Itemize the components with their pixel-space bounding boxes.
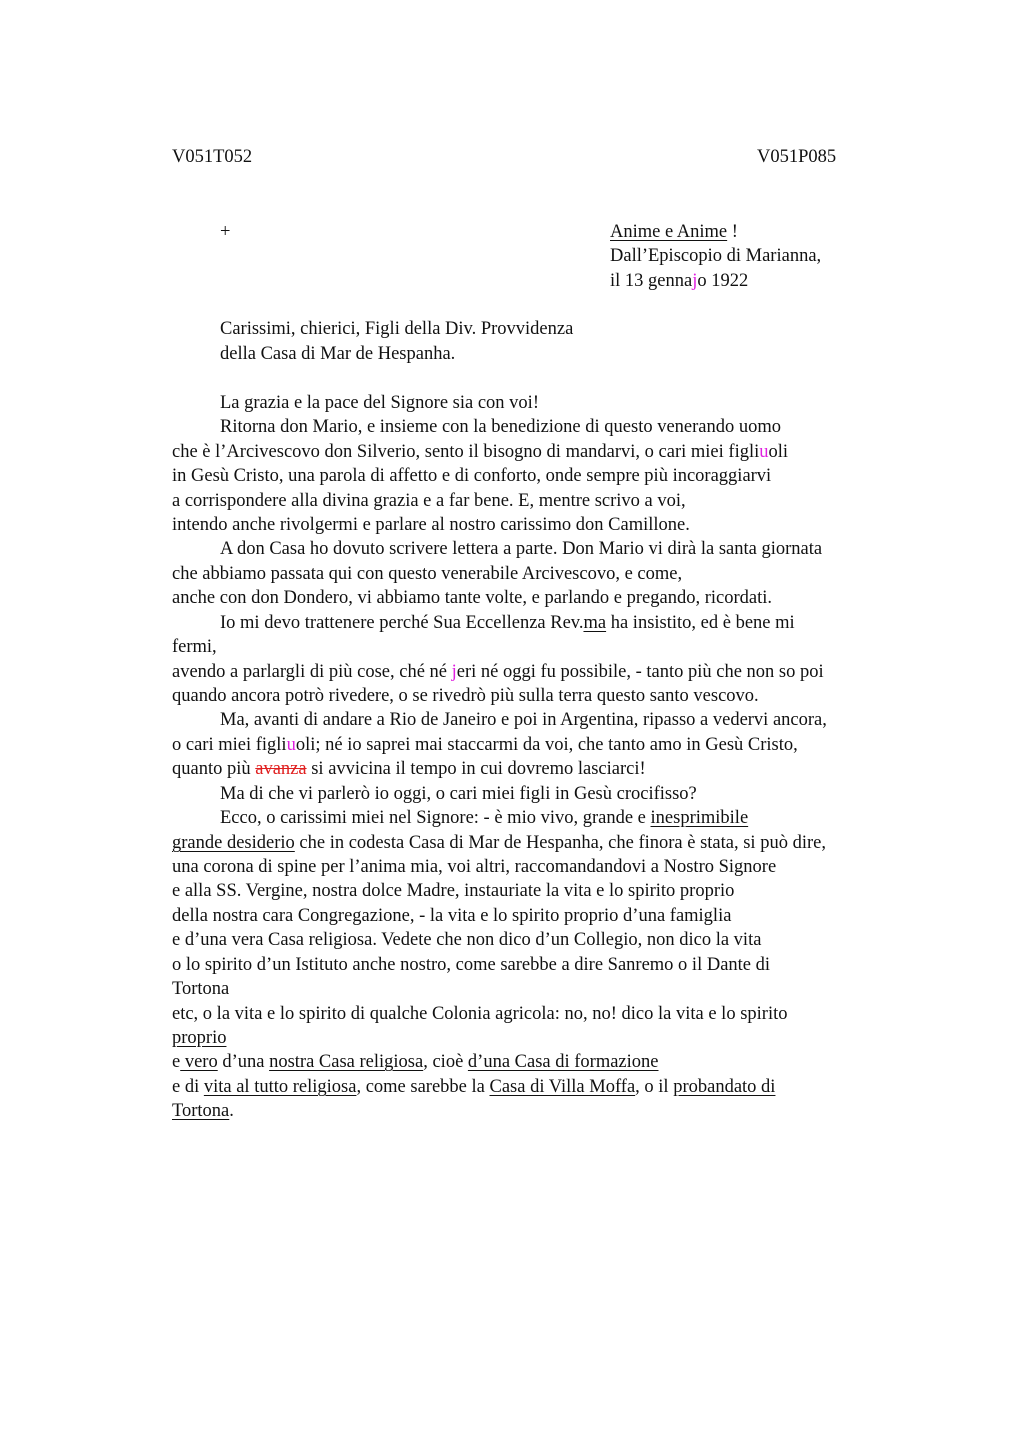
text-line	[172, 1053, 659, 1072]
date-part: il 13 genna	[610, 271, 693, 291]
underlined-text: ma	[583, 613, 607, 633]
text-line	[172, 1078, 775, 1097]
underlined-text: proprio	[172, 1028, 227, 1048]
text-run: Io mi devo trattenere perché Sua Eccellenza Rev.	[220, 613, 584, 633]
underlined-text: grande desiderio	[172, 833, 295, 853]
salutation-line: Carissimi, chierici, Figli della Div. Provvidenza	[220, 319, 574, 339]
underlined-text: Casa di Villa Moffa	[489, 1077, 636, 1097]
text-run: e	[172, 1052, 181, 1072]
text-line: Ritorna don Mario, e insieme con la benedizione di questo venerando uomo	[220, 417, 782, 437]
text-line	[172, 1102, 234, 1121]
text-line	[172, 736, 798, 755]
date-line	[610, 272, 748, 291]
text-line: quando ancora potrò rivedere, o se rivedrò più sulla terra questo santo vescovo.	[172, 686, 759, 706]
place-line: Dall’Episcopio di Marianna,	[610, 246, 822, 266]
text-line: etc, o la vita e lo spirito di qualche Colonia agricola: no, no! dico la vita e lo spirito	[172, 1004, 788, 1024]
text-line: Tortona	[172, 979, 230, 999]
text-run: , o il	[635, 1077, 674, 1097]
text-line: a corrispondere alla divina grazia e a far bene. E, mentre scrivo a voi,	[172, 491, 686, 511]
text-run: che in codesta Casa di Mar de Hespanha, che finora è stata, si può dire,	[294, 833, 826, 853]
text-run: d’una	[217, 1052, 270, 1072]
text-run: o cari miei figli	[172, 735, 287, 755]
text-run: oli	[768, 442, 789, 462]
text-line: e alla SS. Vergine, nostra dolce Madre, instauriate la vita e lo spirito proprio	[172, 881, 735, 901]
cross-symbol: +	[220, 222, 231, 242]
text-line: della nostra cara Congregazione, - la vita e lo spirito proprio d’una famiglia	[172, 906, 732, 926]
text-line: intendo anche rivolgermi e parlare al nostro carissimo don Camillone.	[172, 515, 690, 535]
deleted-text: avanza	[255, 759, 307, 779]
text-line: anche con don Dondero, vi abbiamo tante volte, e parlando e pregando, ricordati.	[172, 588, 773, 608]
text-run: , come sarebbe la	[356, 1077, 490, 1097]
correction-mark: u	[759, 442, 769, 462]
motto-line	[610, 223, 738, 242]
correction-mark: j	[692, 271, 698, 291]
text-line	[172, 760, 646, 779]
text-line: Ma di che vi parlerò io oggi, o cari miei figli in Gesù crocifisso?	[220, 784, 697, 804]
text-line	[172, 1029, 226, 1048]
underlined-text: d’una Casa di formazione	[467, 1052, 659, 1072]
document-code-right: V051P085	[757, 147, 837, 167]
underlined-text: inesprimibile	[650, 808, 749, 828]
text-line	[172, 834, 826, 853]
text-run: eri né oggi fu possibile, - tanto più che non so poi	[456, 662, 824, 682]
text-line: e d’una vera Casa religiosa. Vedete che non dico d’un Collegio, non dico la vita	[172, 930, 762, 950]
text-line	[220, 614, 795, 633]
text-line: A don Casa ho dovuto scrivere lettera a parte. Don Mario vi dirà la santa giornata	[220, 539, 823, 559]
text-run: ha insistito, ed è bene mi	[606, 613, 795, 633]
text-line: fermi,	[172, 637, 217, 657]
text-line: La grazia e la pace del Signore sia con voi!	[220, 393, 539, 413]
document-code-left: V051T052	[172, 147, 253, 167]
text-run: quanto più	[172, 759, 256, 779]
text-line: in Gesù Cristo, una parola di affetto e di conforto, onde sempre più incoraggiarvi	[172, 466, 772, 486]
text-run: Ecco, o carissimi miei nel Signore: - è mio vivo, grande e	[220, 808, 651, 828]
date-part: o 1922	[697, 271, 749, 291]
underlined-text: vita al tutto religiosa	[203, 1077, 357, 1097]
text-line: o lo spirito d’un Istituto anche nostro, come sarebbe a dire Sanremo o il Dante di	[172, 955, 771, 975]
underlined-text: probandato di	[673, 1077, 776, 1097]
text-line: Ma, avanti di andare a Rio de Janeiro e poi in Argentina, ripasso a vedervi ancora,	[220, 710, 827, 730]
motto-tail: !	[727, 222, 738, 242]
text-run: oli; né io saprei mai staccarmi da voi, che tanto amo in Gesù Cristo,	[295, 735, 798, 755]
text-run: , cioè	[423, 1052, 468, 1072]
underlined-text: Tortona	[172, 1101, 230, 1121]
motto: Anime e Anime	[610, 222, 728, 242]
text-line	[172, 663, 824, 682]
text-line: una corona di spine per l’anima mia, voi altri, raccomandandovi a Nostro Signore	[172, 857, 777, 877]
underlined-text: vero	[180, 1052, 218, 1072]
underlined-text: nostra Casa religiosa	[269, 1052, 424, 1072]
text-line	[220, 809, 748, 828]
text-run: avendo a parlargli di più cose, ché né	[172, 662, 452, 682]
correction-mark: u	[286, 735, 296, 755]
text-run: si avvicina il tempo in cui dovremo lasciarci!	[306, 759, 646, 779]
text-run: .	[229, 1101, 234, 1121]
correction-mark: j	[451, 662, 457, 682]
salutation-line: della Casa di Mar de Hespanha.	[220, 344, 456, 364]
text-line	[172, 443, 788, 462]
text-line: che abbiamo passata qui con questo venerabile Arcivescovo, e come,	[172, 564, 683, 584]
text-run: e di	[172, 1077, 204, 1097]
text-run: che è l’Arcivescovo don Silverio, sento il bisogno di mandarvi, o cari miei figli	[172, 442, 760, 462]
